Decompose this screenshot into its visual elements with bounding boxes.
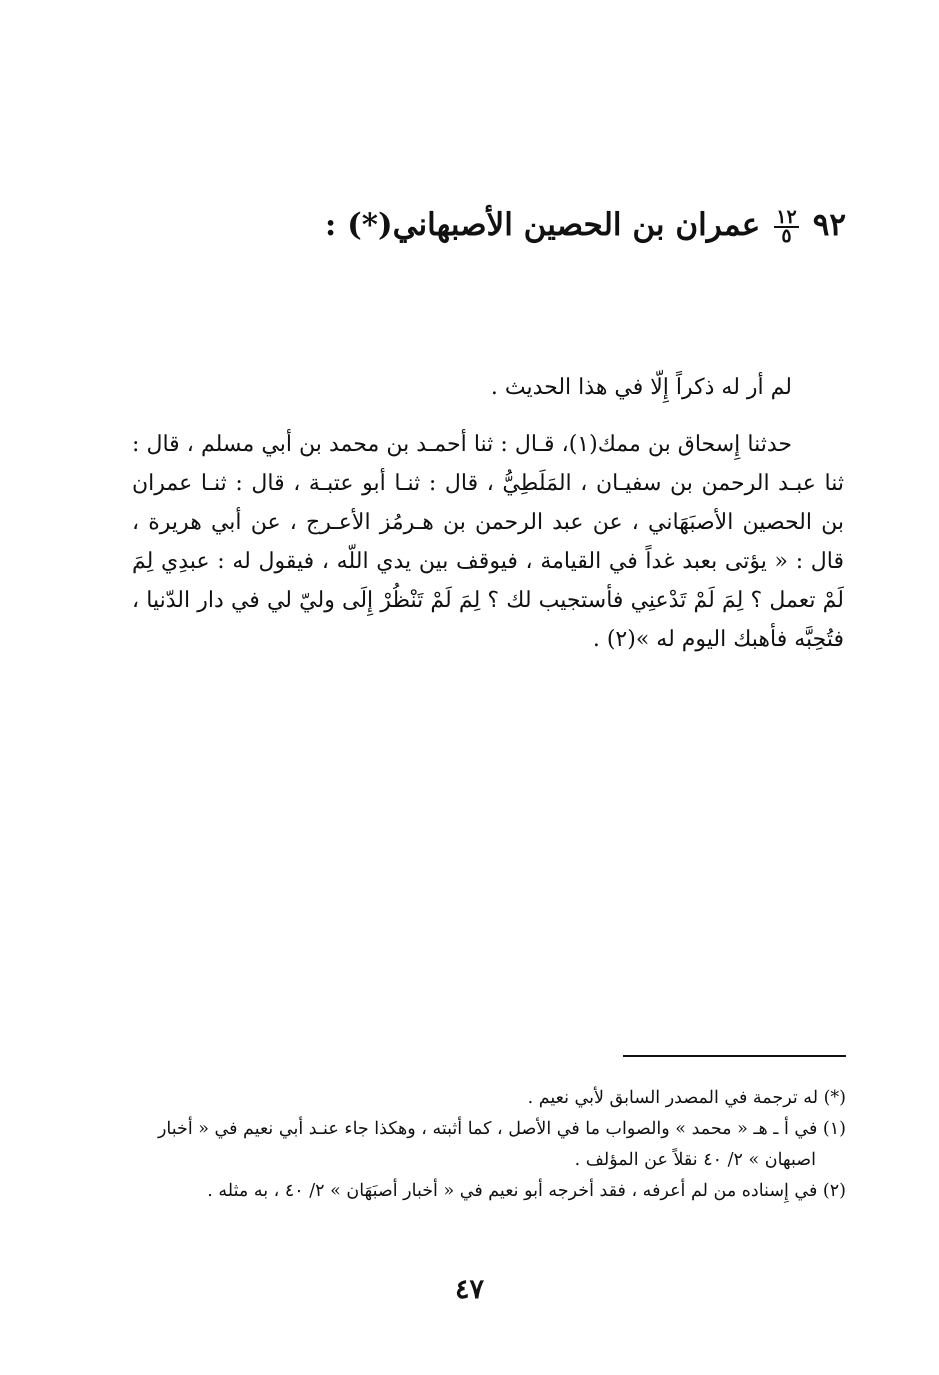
hadith-paragraph: حدثنا إِسحاق بن ممك(١)، قـال : ثنا أحمـد بن محمد بن أبي مسلم ، قال : ثنا عبـد الرحمن بن سفيـان ، المَلَطِيُّ ، قال : ثنـا أبو عتبـة ، قال : ثنـا عمران بن الحصين الأصبَهَاني ، عن عبد الرحمن بن هـرمُز الأعـرج ، عن أبي هريرة ، قال : « يؤتى بعبد غداً في القيامة ، فيوقف بين يدي اللّه ، فيقول له : عبدِي لِمَ لَمْ تعمل ؟ لِمَ لَمْ تَدْعنِي فأستجيب لك ؟ لِمَ لَمْ تَنْظُرْ إِلَى وليّ لي في دار الدّنيا ، فتُحِبَّه فأهبك اليوم له »(٢) . — [132, 432, 844, 652]
volume-folio-reference — [774, 205, 798, 247]
footnote-1-continuation: اصبهان » ٢/ ٤٠ نقلاً عن المؤلف . — [574, 1150, 816, 1170]
entry-heading — [130, 203, 846, 247]
volume-folio-numerator: ١٢ — [776, 205, 797, 228]
footnote-1: (١) في أ ـ هـ « محمد » والصواب ما في الأصل ، كما أثبته ، وهكذا جاء عنـد أبي نعيم في « أخبار — [157, 1119, 846, 1139]
page-number: ٤٧ — [454, 1274, 484, 1305]
footnote-divider — [623, 1055, 846, 1057]
footnote-star: (*) له ترجمة في المصدر السابق لأبي نعيم . — [527, 1088, 846, 1108]
footnote-2: (٢) في إِسناده من لم أعرفه ، فقد أخرجه أبو نعيم في « أخبار أصبَهَان » ٢/ ٤٠ ، به مثله . — [207, 1181, 846, 1201]
entry-title: عمران بن الحصين الأصبهاني(*) : — [324, 207, 761, 243]
body-text — [132, 368, 844, 659]
footnotes — [134, 1083, 846, 1207]
volume-folio-denominator: ٥ — [781, 224, 792, 247]
intro-paragraph: لم أر له ذكراً إِلّا في هذا الحديث . — [490, 375, 792, 400]
entry-number: ٩٢ — [812, 207, 846, 243]
